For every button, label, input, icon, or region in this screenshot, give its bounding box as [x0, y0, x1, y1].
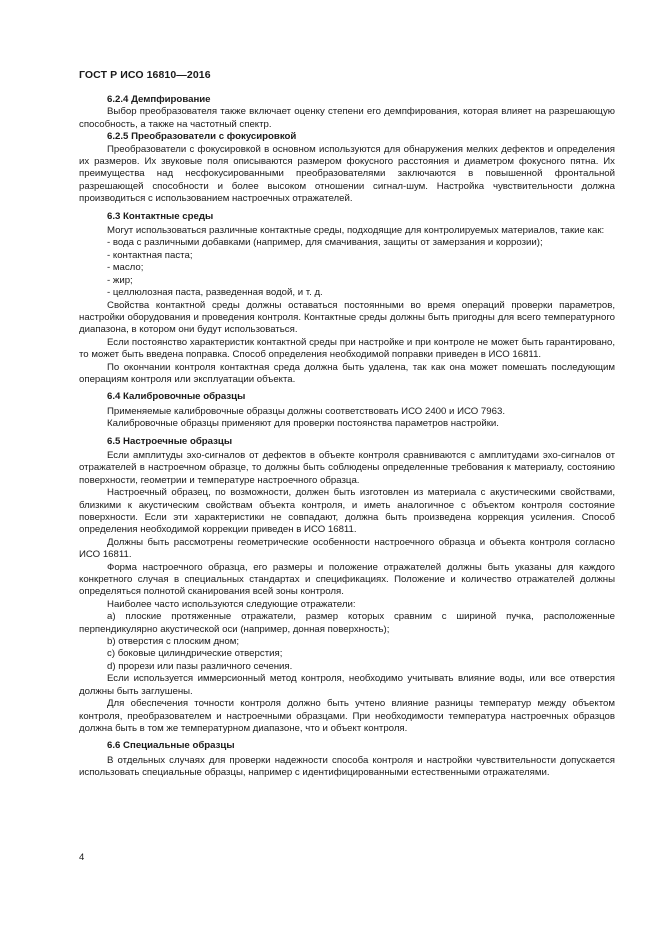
section-heading-6-4: 6.4 Калибровочные образцы	[107, 391, 246, 403]
paragraph: Если амплитуды эхо-сигналов от дефектов в объекте контроля сравниваются с амплитудами эхо-сигналов от отражателей в настроечном образце, то должны быть соблюдены определенные требования к материалу, состоянию поверхности, геометрии и температуре настроечного образца.	[79, 449, 615, 486]
paragraph: Если постоянство характеристик контактной среды при настройке и при контроле не может быть гарантировано, то может быть введена поправка. Способ определения необходимой поправки приведен в ИСО 16811.	[79, 336, 615, 361]
list-item: d) прорези или пазы различного сечения.	[107, 660, 293, 672]
section-heading-6-2-5: 6.2.5 Преобразователи с фокусировкой	[107, 131, 297, 143]
paragraph: В отдельных случаях для проверки надежности способа контроля и настройки чувствительности допускается использовать специальные образцы, например с идентифицированными естественными отражателями.	[79, 754, 615, 779]
paragraph: По окончании контроля контактная среда должна быть удалена, так как она может помешать последующим операциям контроля или эксплуатации объекта.	[79, 361, 615, 385]
paragraph: Форма настроечного образца, его размеры и положение отражателей должны быть указаны для каждого конкретного случая в специальных стандартах и спецификациях. Положение и количество отражателей должны определяться полнотой сканирования всей зоны контроля.	[79, 561, 615, 598]
list-item: - вода с различными добавками (например, для смачивания, защиты от замерзания и коррозии);	[107, 237, 543, 249]
paragraph: Если используется иммерсионный метод контроля, необходимо учитывать влияние воды, или все отверстия должны быть заглушены.	[79, 673, 615, 697]
list-item: c) боковые цилиндрические отверстия;	[107, 648, 283, 660]
section-heading-6-3: 6.3 Контактные среды	[107, 210, 214, 222]
paragraph: Настроечный образец, по возможности, должен быть изготовлен из материала с акустическими свойствами, близкими к акустическим свойствам объекта контроля, и иметь аналогичное с объектом контроля состояние поверхности. Если эти характеристики не совпадают, должна быть произведена коррекция усиления. Способ определения необходимой коррекции приведен в ИСО 16811.	[79, 487, 615, 536]
page-number: 4	[79, 852, 85, 863]
paragraph: Применяемые калибровочные образцы должны соответствовать ИСО 2400 и ИСО 7963.	[107, 405, 506, 417]
paragraph: Могут использоваться различные контактные среды, подходящие для контролируемых материалов, такие как:	[107, 225, 605, 237]
list-item: - масло;	[107, 262, 144, 274]
list-item: - контактная паста;	[107, 249, 193, 261]
paragraph: Свойства контактной среды должны оставаться постоянными во время операций проверки параметров, настройки оборудования и проведения контроля. Контактные среды должны быть пригодны для всего температурного диапазона, в котором они будут использоваться.	[79, 299, 615, 336]
list-item: a) плоские протяженные отражатели, размер которых сравним с шириной пучка, расположенные перпендикулярно акустической оси (например, донная поверхность);	[79, 611, 615, 635]
section-heading-6-2-4: 6.2.4 Демпфирование	[107, 94, 211, 105]
document-body	[79, 94, 615, 780]
paragraph: Преобразователи с фокусировкой в основном используются для обнаружения мелких дефектов и определения их размеров. Их звуковые поля описываются размером фокусного расстояния и диаметром фокусного пятна. Их преимущества над несфокусированными преобразователями заключаются в повышенной фронтальной разрешающей способности и более высоком отношении сигнал-шум. Настройка чувствительности должна производиться с использованием настроечных отражателей.	[79, 143, 615, 205]
section-heading-6-5: 6.5 Настроечные образцы	[107, 435, 233, 447]
paragraph: Выбор преобразователя также включает оценку степени его демпфирования, которая влияет на разрешающую способность, а также на частотный спектр.	[79, 106, 615, 130]
paragraph: Калибровочные образцы применяют для проверки постоянства параметров настройки.	[107, 418, 499, 430]
list-item: - целлюлозная паста, разведенная водой, и т. д.	[107, 287, 323, 299]
paragraph: Для обеспечения точности контроля должно быть учтено влияние разницы температур между объектом контроля, преобразователем и настроечными образцами. При необходимости температура настроечных образцов должна быть в том же температурном диапазоне, что и объект контроля.	[79, 698, 615, 734]
document-code-header: ГОСТ Р ИСО 16810—2016	[79, 69, 211, 81]
list-item: - жир;	[107, 274, 133, 286]
paragraph: Наиболее часто используются следующие отражатели:	[107, 598, 356, 610]
section-heading-6-6: 6.6 Специальные образцы	[107, 740, 235, 752]
paragraph: Должны быть рассмотрены геометрические особенности настроечного образца и объекта контроля согласно ИСО 16811.	[79, 536, 615, 561]
list-item: b) отверстия с плоским дном;	[107, 636, 240, 648]
